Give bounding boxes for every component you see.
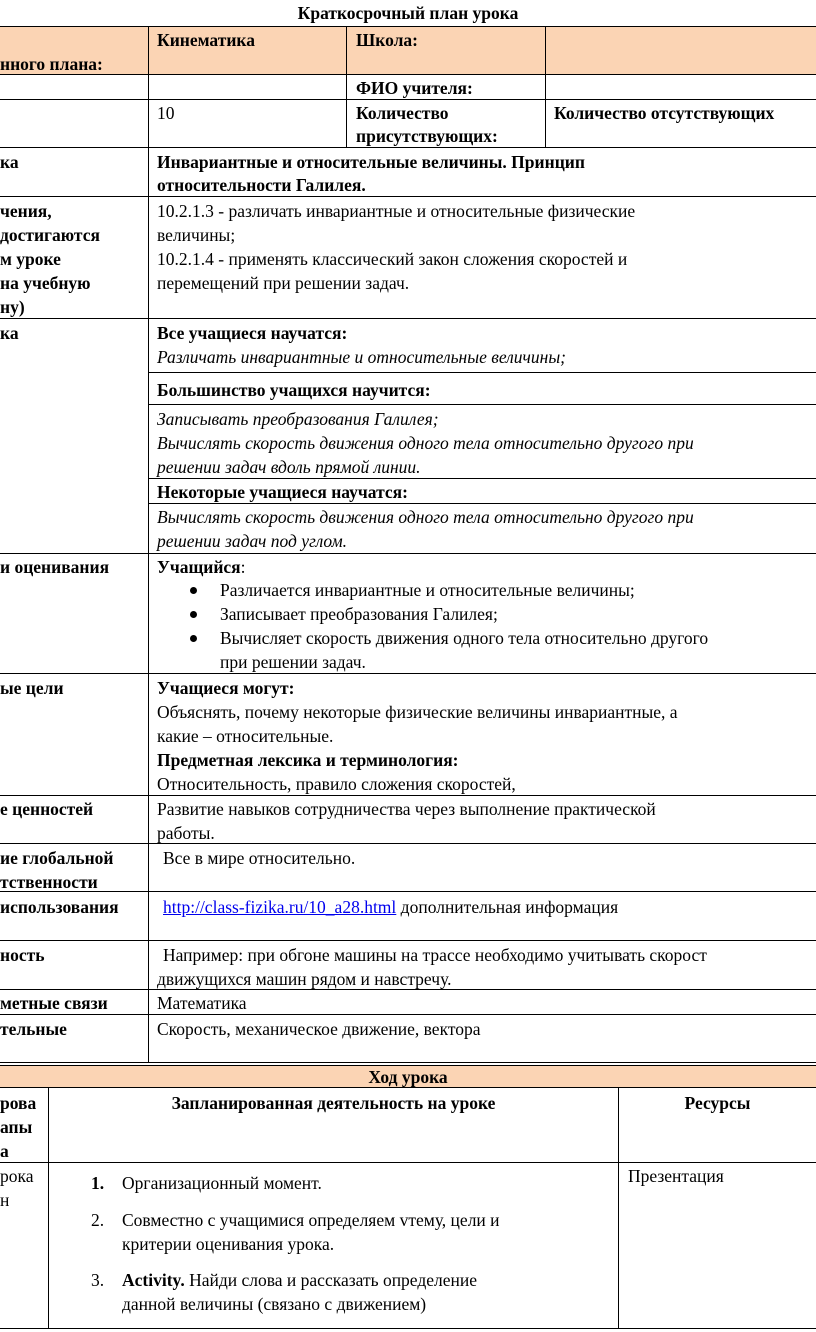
course-col1-header-1: рова <box>0 1093 37 1113</box>
header-grade-value: 10 <box>157 103 175 123</box>
bullet-dot-1 <box>190 587 197 594</box>
ict-label: использования <box>0 897 119 917</box>
header-plan-label: нного плана: <box>0 54 103 74</box>
prior-label: тельные <box>0 1019 67 1039</box>
header-school-label: Школа: <box>356 30 418 50</box>
step-1-text: Организационный момент. <box>122 1173 322 1193</box>
objectives-label-1: чения, <box>0 201 52 221</box>
ict-line <box>163 895 618 919</box>
values-label: е ценностей <box>0 799 94 819</box>
global-label-1: ие глобальной <box>0 848 114 868</box>
language-line-1: Объяснять, почему некоторые физические величины инвариантные, а <box>157 702 678 722</box>
step-3-bold: Activity. <box>122 1270 185 1290</box>
cross-label: метные связи <box>0 993 108 1013</box>
goals-most-line-2: Вычислять скорость движения одного тела относительно другого при <box>157 433 694 453</box>
bullet-dot-2 <box>190 611 197 618</box>
ict-link[interactable]: http://class-fizika.ru/10_a28.html <box>163 897 397 917</box>
relevance-line-1: Например: при обгоне машины на трассе необходимо учитывать скорост <box>163 945 707 965</box>
criteria-bullet-2: Записывает преобразования Галилея; <box>220 604 498 624</box>
course-title: Ход урока <box>368 1067 448 1087</box>
topic-label: ка <box>0 152 19 172</box>
header-present-label-2: присутствующих: <box>356 126 498 146</box>
header-absent-label: Количество отсутствующих <box>554 103 775 123</box>
step-2-num: 2. <box>91 1210 105 1230</box>
global-text: Все в мире относительно. <box>163 848 356 868</box>
values-line-2: работы. <box>157 823 215 843</box>
step-2-text: Совместно с учащимися определяем vтему, цели и <box>122 1210 500 1230</box>
goals-label: ка <box>0 323 19 343</box>
objectives-line-2: величины; <box>157 225 236 245</box>
goals-most-line-1: Записывать преобразования Галилея; <box>157 409 439 429</box>
objectives-line-3: 10.2.1.4 - применять классический закон сложения скоростей и <box>157 249 628 269</box>
step-1-num: 1. <box>91 1173 105 1193</box>
criteria-bullet-3: Вычисляет скорость движения одного тела относительно другого <box>220 628 709 648</box>
goals-most-heading: Большинство учащихся научится: <box>157 380 431 400</box>
objectives-label-4: на учебную <box>0 273 91 293</box>
topic-line-1: Инвариантные и относительные величины. Принцип <box>157 152 585 172</box>
goals-some-heading: Некоторые учащиеся научатся: <box>157 482 408 502</box>
page-title: Краткосрочный план урока <box>297 3 519 23</box>
topic-line-2: относительности Галилея. <box>157 175 366 195</box>
course-col3-header: Ресурсы <box>684 1093 751 1113</box>
global-label-2: тственности <box>0 872 98 892</box>
course-row1-col1-1: рока <box>0 1166 34 1186</box>
header-teacher-label: ФИО учителя: <box>356 78 473 98</box>
ict-text: дополнительная информация <box>396 897 619 917</box>
criteria-heading: Учащийся <box>157 557 241 577</box>
criteria-heading-wrap <box>157 555 246 579</box>
vocab-heading: Предметная лексика и терминология: <box>157 750 459 770</box>
criteria-label: и оценивания <box>0 557 110 577</box>
objectives-label-2: достигаются <box>0 225 100 245</box>
objectives-label-3: м уроке <box>0 249 61 269</box>
values-line-1: Развитие навыков сотрудничества через выполнение практической <box>157 799 656 819</box>
goals-most-line-3: решении задач вдоль прямой линии. <box>157 457 421 477</box>
language-heading: Учащиеся могут: <box>157 678 295 698</box>
objectives-line-4: перемещений при решении задач. <box>157 273 410 293</box>
goals-all-heading: Все учащиеся научатся: <box>157 323 348 343</box>
goals-some-line-2: решении задач под углом. <box>157 531 348 551</box>
course-col1-header-3: а <box>0 1141 9 1161</box>
criteria-bullet-1: Различается инвариантные и относительные величины; <box>220 580 635 600</box>
course-row1-col1-2: н <box>0 1190 10 1210</box>
language-label: ые цели <box>0 678 64 698</box>
step-3-text: Найди слова и рассказать определение <box>184 1270 478 1290</box>
header-topic-label: Кинематика <box>157 30 255 50</box>
prior-text: Скорость, механическое движение, вектора <box>157 1019 481 1039</box>
relevance-line-2: движущихся машин рядом и навстречу. <box>157 969 452 989</box>
objectives-label-5: ну) <box>0 297 25 317</box>
cross-text: Математика <box>157 993 247 1013</box>
step-3-line <box>122 1268 477 1292</box>
step-2-text-2: критерии оценивания урока. <box>122 1234 335 1254</box>
course-col2-header: Запланированная деятельность на уроке <box>171 1093 496 1113</box>
goals-all-text: Различать инвариантные и относительные величины; <box>157 347 566 367</box>
step-3-num: 3. <box>91 1270 105 1290</box>
course-resource: Презентация <box>628 1166 724 1186</box>
vocab-text: Относительность, правило сложения скоростей, <box>157 774 516 794</box>
step-3-text-2: данной величины (связано с движением) <box>122 1294 427 1314</box>
bullet-dot-3 <box>190 635 197 642</box>
relevance-label: ность <box>0 945 45 965</box>
course-col1-header-2: апы <box>0 1117 33 1137</box>
criteria-bullet-3-cont: при решении задач. <box>220 652 366 672</box>
goals-some-line-1: Вычислять скорость движения одного тела относительно другого при <box>157 507 694 527</box>
criteria-heading-colon: : <box>240 557 246 577</box>
language-line-2: какие – относительные. <box>157 726 334 746</box>
header-present-label-1: Количество <box>356 103 449 123</box>
objectives-line-1: 10.2.1.3 - различать инвариантные и относительные физические <box>157 201 636 221</box>
